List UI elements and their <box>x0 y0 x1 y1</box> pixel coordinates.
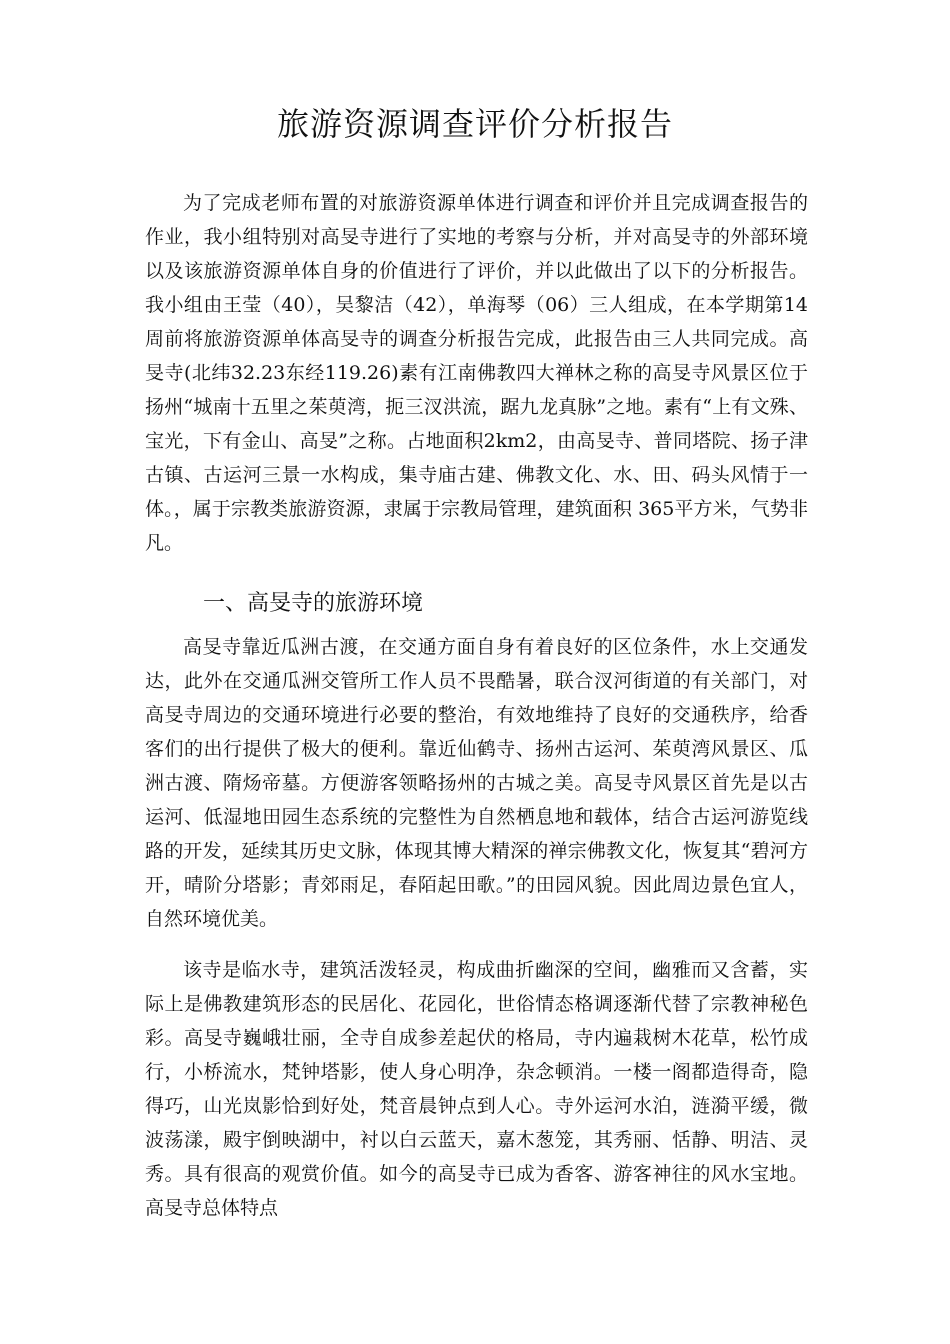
section-heading: 一、高旻寺的旅游环境 <box>203 591 424 616</box>
section-paragraph-1: 高旻寺靠近瓜洲古渡，在交通方面自身有着良好的区位条件，水上交通发达，此外在交通瓜洲交管所工作人员不畏酷暑，联合汊河街道的有关部门，对高旻寺周边的交通环境进行必要的整治，有效地维持了良好的交通秩序，给香客们的出行提供了极大的便利。靠近仙鹤寺、扬州古运河、茱萸湾风景区、瓜洲古渡、隋炀帝墓。方便游客领略扬州的古城之美。高旻寺风景区首先是以古运河、低湿地田园生态系统的完整性为自然栖息地和载体，结合古运河游览线路的开发，延续其历史文脉，体现其博大精深的禅宗佛教文化，恢复其“碧河方开，晴阶分塔影；青郊雨足，春陌起田歌。”的田园风貌。因此周边景色宜人，自然环境优美。 <box>145 636 808 930</box>
intro-paragraph: 为了完成老师布置的对旅游资源单体进行调查和评价并且完成调查报告的作业，我小组特别对高旻寺进行了实地的考察与分析，并对高旻寺的外部环境以及该旅游资源单体自身的价值进行了评价，并以此做出了以下的分析报告。我小组由王莹（40），吴黎洁（42），单海琴（06）三人组成，在本学期第14周前将旅游资源单体高旻寺的调查分析报告完成，此报告由三人共同完成。高旻寺(北纬32.23东经119.26)素有江南佛教四大禅林之称的高旻寺风景区位于扬州“城南十五里之茱萸湾，扼三汊洪流，踞九龙真脉”之地。素有“上有文殊、宝光，下有金山、高旻”之称。占地面积2km2，由高旻寺、普同塔院、扬子津古镇、古运河三景一水构成，集寺庙古建、佛教文化、水、田、码头风情于一体。，属于宗教类旅游资源，隶属于宗教局管理，建筑面积 365平方米，气势非凡。 <box>145 192 808 554</box>
section-paragraph-2: 该寺是临水寺，建筑活泼轻灵，构成曲折幽深的空间，幽雅而又含蓄，实际上是佛教建筑形态的民居化、花园化，世俗情态格调逐渐代替了宗教神秘色彩。高旻寺巍峨壮丽，全寺自成参差起伏的格局，寺内遍栽树木花草，松竹成行，小桥流水，梵钟塔影，使人身心明净，杂念顿消。一楼一阁都造得奇，隐得巧，山光岚影恰到好处，梵音晨钟点到人心。寺外运河水泊，涟漪平缓，微波荡漾，殿宇倒映湖中，衬以白云蓝天，嘉木葱笼，其秀丽、恬静、明洁、灵秀。具有很高的观赏价值。如今的高旻寺已成为香客、游客神往的风水宝地。高旻寺总体特点 <box>145 959 808 1219</box>
document-title: 旅游资源调查评价分析报告 <box>276 105 673 143</box>
